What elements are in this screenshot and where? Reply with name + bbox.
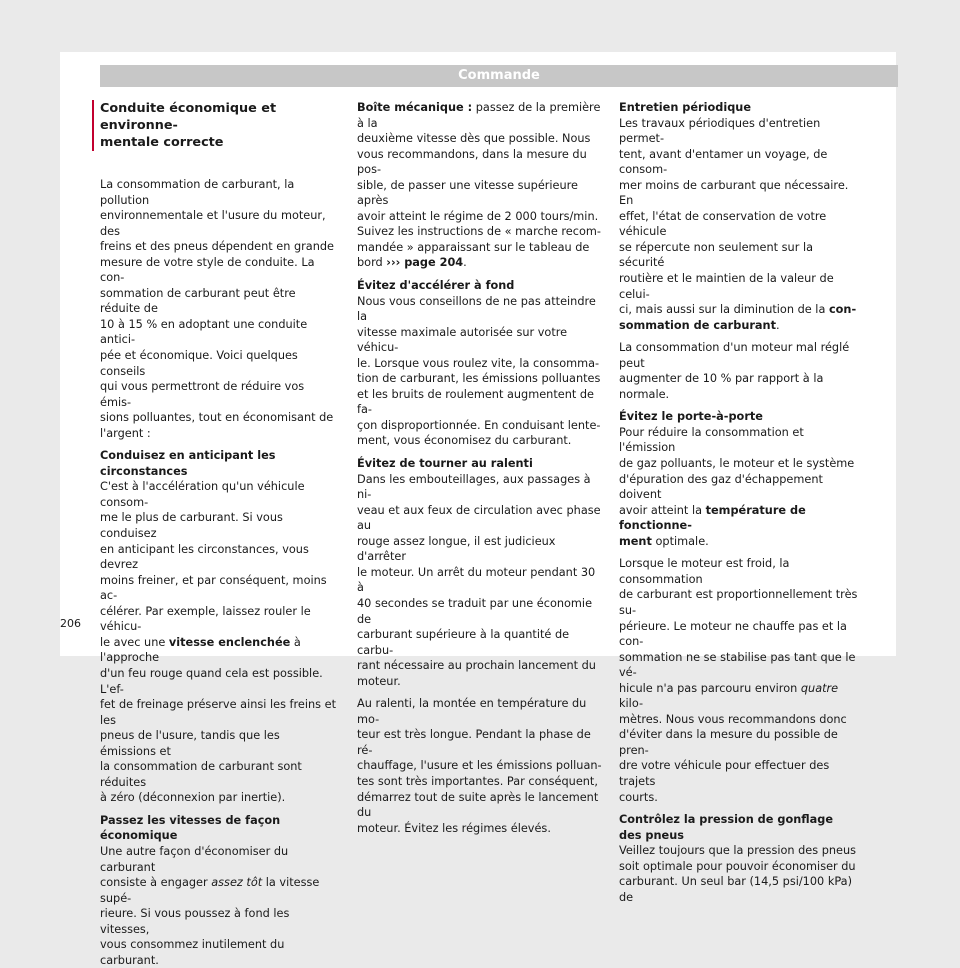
italic-term: assez tôt: [211, 876, 263, 890]
section-title-line-2: mentale correcte: [100, 135, 224, 150]
subheading-maintenance: Entretien périodique: [619, 101, 752, 114]
section-header: Commande: [100, 65, 898, 87]
column-3: [619, 100, 859, 905]
subheading-tire-pressure: Contrôlez la pression de gonflage des pneus: [619, 813, 833, 842]
subheading-gear-shifting: Passez les vitesses de façon économique: [100, 813, 281, 843]
idling-paragraph-2: Au ralenti, la montée en température du mo- teur est très longue. Pendant la phase de ré- chauffage, l'usure et les émissions polluan- tes sont très importantes. Par conséquent, démarrez tout de suite après le lancement du moteur. Évitez les régimes élevés.: [357, 697, 602, 835]
tire-pressure-paragraph: Veillez toujours que la pression des pneus soit optimale pour pouvoir économiser du carburant. Un seul bar (14,5 psi/100 kPa) de: [619, 844, 857, 904]
subheading-anticipation: Conduisez en anticipant les circonstances: [100, 449, 276, 478]
full-throttle-paragraph: Nous vous conseillons de ne pas atteindre la vitesse maximale autorisée sur votre véhicu- le. Lorsque vous roulez vite, la consomma- tion de carburant, les émissions polluantes et les bruits de roulement augmentent de fa- çon disproportionnée. En conduisant lente- ment, vous économisez du carburant.: [357, 294, 601, 448]
section-title-line-1: Conduite économique et environne-: [100, 101, 277, 133]
column-1: [100, 100, 338, 968]
maintenance-paragraph-2: La consommation d'un moteur mal réglé peut augmenter de 10 % par rapport à la normale.: [619, 341, 850, 401]
intro-paragraph: La consommation de carburant, la pollution environnementale et l'usure du moteur, des freins et des pneus dépendent en grande mesure de votre style de conduite. La con- sommation de carburant peut être réduite de 10 à 15 % en adoptant une conduite antici- pée et économique. Voici quelques conseils qui vous permettront de réduire vos émis- sions polluantes, tout en économisant de l'argent :: [100, 178, 335, 440]
manual-gearbox-paragraph: Boîte mécanique : passez de la première à la deuxième vitesse dès que possible. Nous vous recommandons, dans la mesure du pos- sible, de passer une vitesse supérieure après avoir atteint le régime de 2 000 tours/min. Suivez les instructions de « marche recom- mandée » apparaissant sur le tableau de bord ››› page 204.: [357, 101, 601, 270]
section-title: [92, 100, 332, 151]
column-2: [357, 100, 603, 836]
subheading-idling: Évitez de tourner au ralenti: [357, 457, 533, 471]
bold-term: vitesse enclenchée: [168, 635, 291, 649]
short-trips-paragraph: Pour réduire la consommation et l'émission de gaz polluants, le moteur et le système d'épuration des gaz d'échappement doivent avoir atteint la température de fonctionne- ment optimale.: [619, 425, 855, 548]
cold-engine-paragraph: Lorsque le moteur est froid, la consommation de carburant est proportionnellement très su- périeure. Le moteur ne chauffe pas et la con- sommation ne se stabilise pas tant que le vé- hicule n'a pas parcouru environ quatre kilo- mètres. Nous vous recommandons donc d'éviter dans la mesure du possible de pren- dre votre véhicule pour effectuer des trajets courts.: [619, 557, 858, 804]
page-number: 206: [60, 617, 81, 630]
page-reference-link[interactable]: ››› page 204: [386, 256, 464, 270]
idling-paragraph-1: Dans les embouteillages, aux passages à ni- veau et aux feux de circulation avec phase au rouge assez longue, il est judicieux d'arrêter le moteur. Un arrêt du moteur pendant 30 à 40 secondes se traduit par une économie de carburant supérieure à la quantité de carbu- rant nécessaire au prochain lancement du moteur.: [357, 472, 601, 688]
subheading-full-throttle: Évitez d'accélérer à fond: [357, 279, 515, 293]
manual-page: [60, 52, 896, 967]
subheading-short-trips: Évitez le porte-à-porte: [619, 410, 763, 424]
maintenance-paragraph: Les travaux périodiques d'entretien permet- tent, avant d'entamer un voyage, de consom- mer moins de carburant que nécessaire. En effet, l'état de conservation de votre véhicule se répercute non seulement sur la sécurité routière et le maintien de la valeur de celui- ci, mais aussi sur la diminution de la con- sommation de carburant.: [619, 116, 857, 332]
gear-shifting-paragraph: Une autre façon d'économiser du carburant consiste à engager assez tôt la vitesse supé- rieure. Si vous poussez à fond les vitesses, vous consommez inutilement du carburant.: [100, 844, 320, 967]
anticipation-paragraph: C'est à l'accélération qu'un véhicule consom- me le plus de carburant. Si vous conduisez en anticipant les circonstances, vous devrez moins freiner, et par conséquent, moins ac- célérer. Par exemple, laissez rouler le véhicu- le avec une vitesse enclenchée à l'approche d'un feu rouge quand cela est possible. L'ef- fet de freinage préserve ainsi les freins et les pneus de l'usure, tandis que les émissions et la consommation de carburant sont réduites à zéro (déconnexion par inertie).: [100, 480, 337, 805]
